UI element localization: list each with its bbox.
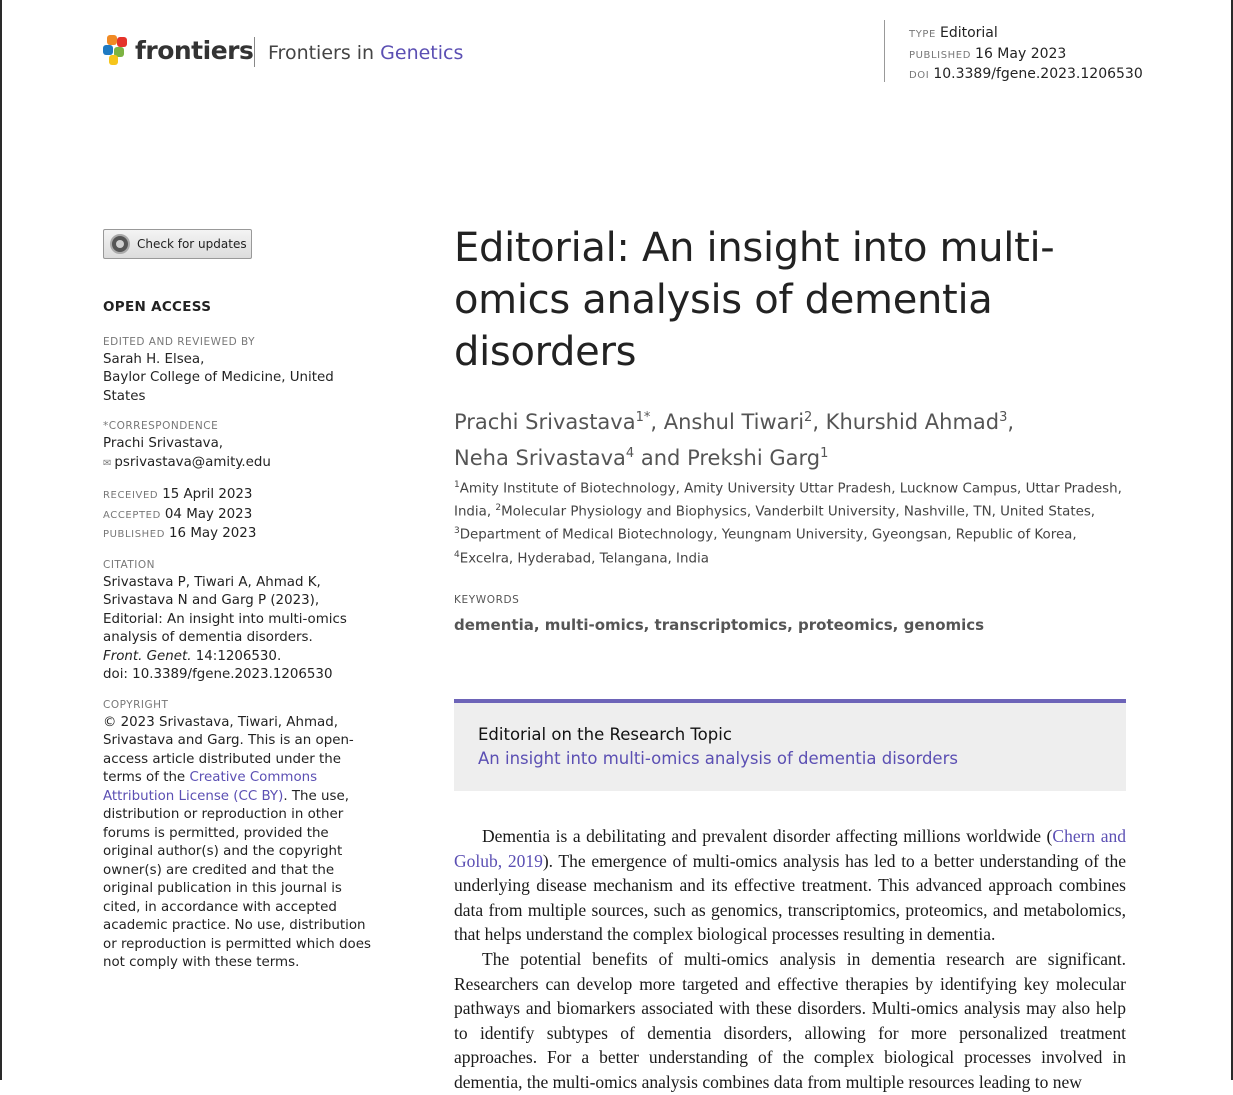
author[interactable] bbox=[454, 410, 650, 434]
author-sup: 3 bbox=[999, 410, 1008, 425]
sidebar-published-value: 16 May 2023 bbox=[169, 526, 257, 541]
author-name: Prachi Srivastava bbox=[454, 410, 636, 434]
editor-name: Sarah H. Elsea, bbox=[103, 351, 205, 367]
cc-license-link[interactable]: Creative Commons Attribution License (CC BY) bbox=[103, 770, 318, 804]
author-name: Neha Srivastava bbox=[454, 446, 626, 470]
paragraph bbox=[454, 824, 1126, 947]
citation-journal: Front. Genet. bbox=[103, 648, 192, 664]
correspondence-block bbox=[103, 419, 378, 473]
accepted-value: 04 May 2023 bbox=[164, 506, 253, 522]
edited-block bbox=[103, 335, 378, 407]
journal-prefix: Frontiers in bbox=[268, 42, 375, 64]
affil-sup: 1 bbox=[454, 480, 460, 490]
keywords-label: KEYWORDS bbox=[454, 594, 520, 606]
author-sup: 1* bbox=[635, 410, 651, 425]
dates-block bbox=[103, 486, 378, 545]
author[interactable] bbox=[454, 446, 634, 470]
article-title: Editorial: An insight into multi-omics analysis of dementia disorders bbox=[454, 225, 1055, 375]
affil-sup: 4 bbox=[454, 549, 460, 560]
para1-pre: Dementia is a debilitating and prevalent disorder affecting millions worldwide ( bbox=[482, 826, 1053, 846]
published-label: PUBLISHED bbox=[909, 49, 972, 61]
received-value: 15 April 2023 bbox=[162, 487, 253, 502]
type-label: TYPE bbox=[909, 29, 936, 40]
copyright-text bbox=[103, 714, 378, 973]
correspondence-email[interactable]: psrivastava@amity.edu bbox=[114, 454, 271, 470]
correspondence-label: *CORRESPONDENCE bbox=[103, 420, 219, 432]
editor-affiliation: Baylor College of Medicine, United States bbox=[103, 370, 334, 404]
envelope-icon: ✉ bbox=[103, 457, 112, 469]
header-divider bbox=[254, 37, 255, 67]
check-for-updates-button[interactable] bbox=[103, 229, 252, 259]
citation-volume: 14:1206530. bbox=[195, 648, 282, 664]
author-sup: 2 bbox=[804, 410, 813, 425]
citation-doi[interactable]: doi: 10.3389/fgene.2023.1206530 bbox=[103, 667, 333, 682]
citation-block bbox=[103, 558, 378, 685]
frontiers-logo-icon bbox=[103, 35, 129, 65]
topic-title-link[interactable]: An insight into multi-omics analysis of dementia disorders bbox=[478, 749, 958, 768]
author-sep: , bbox=[650, 410, 664, 434]
author[interactable] bbox=[687, 446, 828, 470]
copyright-label: COPYRIGHT bbox=[103, 698, 169, 711]
edited-label: EDITED AND REVIEWED BY bbox=[103, 335, 256, 348]
research-topic-box bbox=[454, 699, 1126, 791]
sidebar bbox=[103, 298, 378, 986]
open-access-label: OPEN ACCESS bbox=[103, 299, 212, 315]
check-updates-icon bbox=[110, 234, 130, 254]
author-name: Khurshid Ahmad bbox=[825, 410, 1000, 434]
affiliations bbox=[454, 476, 1134, 569]
citation-text: Srivastava P, Tiwari A, Ahmad K, Srivastava N and Garg P (2023), Editorial: An insight into multi-omics analysis of dementia disorders. bbox=[103, 574, 347, 645]
affil-text: Department of Medical Biotechnology, Yeungnam University, Gyeongsan, Republic of Korea, bbox=[459, 527, 1077, 543]
frontiers-logo[interactable] bbox=[103, 35, 253, 65]
check-updates-label: Check for updates bbox=[137, 237, 247, 251]
accepted-label: ACCEPTED bbox=[103, 509, 161, 521]
published-value: 16 May 2023 bbox=[975, 45, 1067, 62]
sidebar-published-label: PUBLISHED bbox=[103, 529, 166, 540]
affil-sup: 2 bbox=[495, 503, 502, 514]
article-body bbox=[454, 824, 1126, 1095]
author-list bbox=[454, 402, 1144, 474]
paragraph: The potential benefits of multi-omics analysis in dementia research are significant. Researchers can develop more targeted and effective therapies by identifying key molecular pathways and biomarkers associated with these disorders. Multi-omics analysis may also help to identify subtypes of dementia disorders, allowing for more personalized treatment approaches. For a better understanding of the complex biological processes involved in dementia, the multi-omics analysis combines data from multiple resources leading to new bbox=[454, 948, 1126, 1092]
doi-label: DOI bbox=[909, 70, 930, 81]
author-sep: , bbox=[812, 410, 826, 434]
author-sup: 4 bbox=[625, 446, 635, 461]
affil-text: Excelra, Hyderabad, Telangana, India bbox=[459, 550, 709, 566]
meta-divider bbox=[884, 20, 885, 82]
citation-label: CITATION bbox=[103, 558, 156, 571]
journal-title[interactable] bbox=[268, 42, 463, 64]
keywords: dementia, multi-omics, transcriptomics, proteomics, genomics bbox=[454, 616, 985, 634]
correspondence-name: Prachi Srivastava, bbox=[103, 436, 224, 451]
article-meta bbox=[909, 24, 1143, 86]
type-value: Editorial bbox=[939, 25, 998, 41]
author[interactable] bbox=[826, 410, 1008, 434]
affil-text: Amity Institute of Biotechnology, Amity University Uttar Pradesh, Lucknow Campus, Uttar Pradesh, India, bbox=[454, 481, 1122, 520]
brand-name: frontiers bbox=[135, 35, 254, 65]
affil-sup: 3 bbox=[454, 526, 460, 537]
journal-name: Genetics bbox=[380, 42, 464, 64]
author-name: Anshul Tiwari bbox=[663, 410, 805, 434]
citation-link[interactable]: Chern and Golub, 2019 bbox=[454, 826, 1126, 871]
page-frame-left bbox=[0, 0, 2, 1080]
author-sep: , bbox=[1007, 410, 1015, 434]
author[interactable] bbox=[664, 410, 813, 434]
author-sup: 1 bbox=[820, 446, 829, 461]
author-sep: and bbox=[634, 446, 688, 470]
copyright-post: . The use, distribution or reproduction in other forums is permitted, provided the original author(s) and the copyright owner(s) are credited and that the original publication in this journal is cited, in accordance with accepted academic practice. No use, distribution or reproduction is permitted which does not comply with these terms. bbox=[103, 788, 371, 970]
topic-intro: Editorial on the Research Topic bbox=[478, 725, 732, 744]
copyright-block bbox=[103, 698, 378, 973]
doi-value[interactable]: 10.3389/fgene.2023.1206530 bbox=[933, 66, 1143, 82]
copyright-pre: © 2023 Srivastava, Tiwari, Ahmad, Srivastava and Garg. This is an open-access article distributed under the terms of the bbox=[103, 714, 354, 785]
para1-post: ). The emergence of multi-omics analysis has led to a better understanding of the underlying disease mechanism and its effective treatment. This advanced approach combines data from multiple sources, such as genomics, transcriptomics, proteomics, and metabolomics, that helps understand the complex biological processes resulting in dementia. bbox=[454, 850, 1126, 945]
author-name: Prekshi Garg bbox=[687, 446, 821, 470]
received-label: RECEIVED bbox=[103, 490, 159, 501]
affil-text: Molecular Physiology and Biophysics, Vanderbilt University, Nashville, TN, United States, bbox=[501, 504, 1096, 520]
